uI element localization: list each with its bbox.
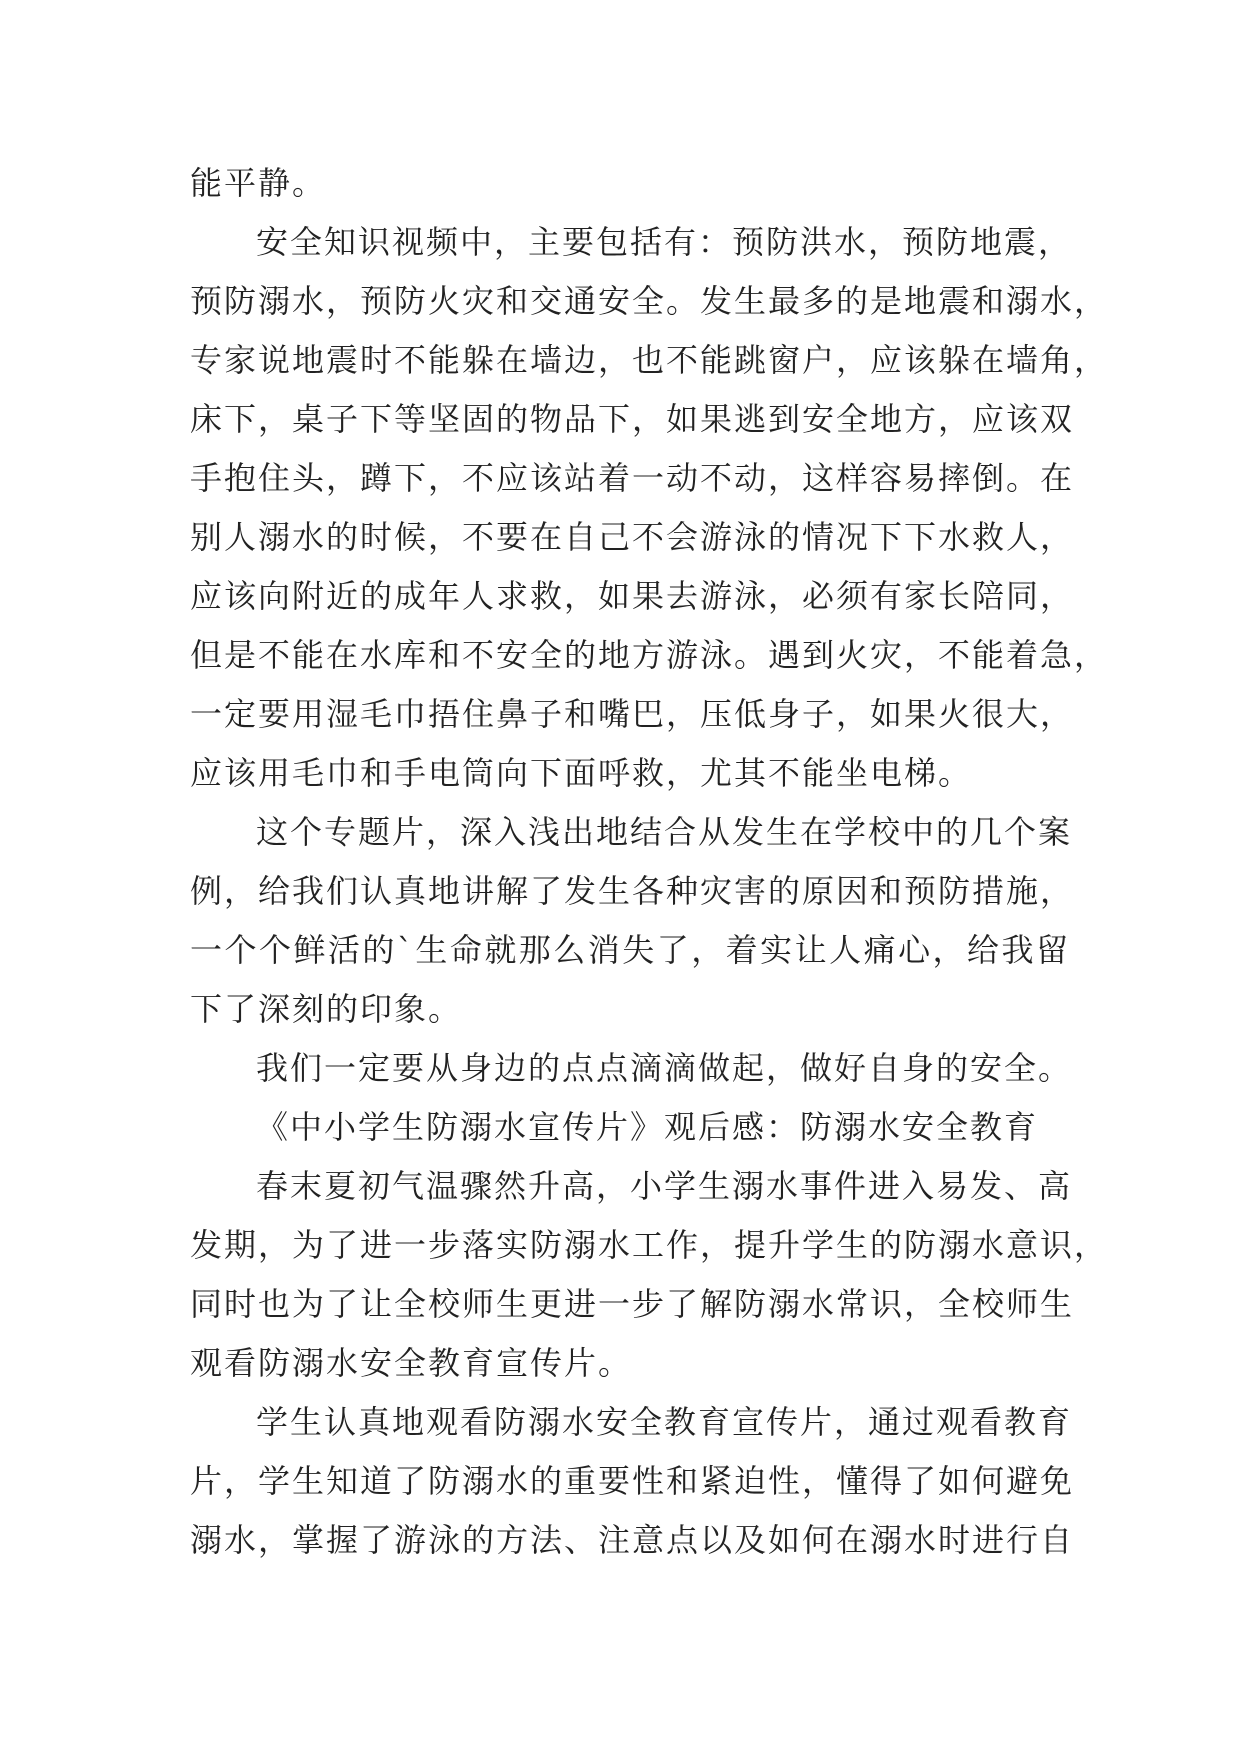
text-line: 手抱住头，蹲下，不应该站着一动不动，这样容易摔倒。在 — [190, 459, 1075, 497]
text-line: 专家说地震时不能躲在墙边，也不能跳窗户，应该躲在墙角， — [190, 341, 1109, 379]
text-line: 安全知识视频中，主要包括有：预防洪水，预防地震， — [256, 223, 1073, 261]
text-line: 一个个鲜活的`生命就那么消失了，着实让人痛心，给我留 — [190, 931, 1070, 969]
text-line: 发期，为了进一步落实防溺水工作，提升学生的防溺水意识， — [190, 1226, 1109, 1264]
text-line: 观看防溺水安全教育宣传片。 — [190, 1344, 633, 1382]
text-line: 同时也为了让全校师生更进一步了解防溺水常识，全校师生 — [190, 1285, 1075, 1323]
text-line: 别人溺水的时候，不要在自己不会游泳的情况下下水救人， — [190, 518, 1075, 556]
text-line: 下了深刻的印象。 — [190, 990, 463, 1028]
text-line: 床下，桌子下等坚固的物品下，如果逃到安全地方，应该双 — [190, 400, 1075, 438]
text-line: 应该用毛巾和手电筒向下面呼救，尤其不能坐电梯。 — [190, 754, 973, 792]
text-line: 预防溺水，预防火灾和交通安全。发生最多的是地震和溺水， — [190, 282, 1109, 320]
text-line: 但是不能在水库和不安全的地方游泳。遇到火灾，不能着急， — [190, 636, 1109, 674]
text-line: 例，给我们认真地讲解了发生各种灾害的原因和预防措施， — [190, 872, 1075, 910]
text-line: 《中小学生防溺水宣传片》观后感：防溺水安全教育 — [256, 1108, 1039, 1146]
text-line: 这个专题片，深入浅出地结合从发生在学校中的几个案 — [256, 813, 1073, 851]
document-body — [190, 154, 1109, 1570]
text-line: 能平静。 — [190, 164, 327, 202]
text-line: 一定要用湿毛巾捂住鼻子和嘴巴，压低身子，如果火很大， — [190, 695, 1075, 733]
text-line: 应该向附近的成年人求救，如果去游泳，必须有家长陪同， — [190, 577, 1075, 615]
text-line: 我们一定要从身边的点点滴滴做起，做好自身的安全。 — [256, 1049, 1073, 1087]
text-line: 春末夏初气温骤然升高，小学生溺水事件进入易发、高 — [256, 1167, 1073, 1205]
text-line: 学生认真地观看防溺水安全教育宣传片，通过观看教育 — [256, 1403, 1073, 1441]
text-line: 溺水，掌握了游泳的方法、注意点以及如何在溺水时进行自 — [190, 1521, 1075, 1559]
text-line: 片，学生知道了防溺水的重要性和紧迫性，懂得了如何避免 — [190, 1462, 1075, 1500]
